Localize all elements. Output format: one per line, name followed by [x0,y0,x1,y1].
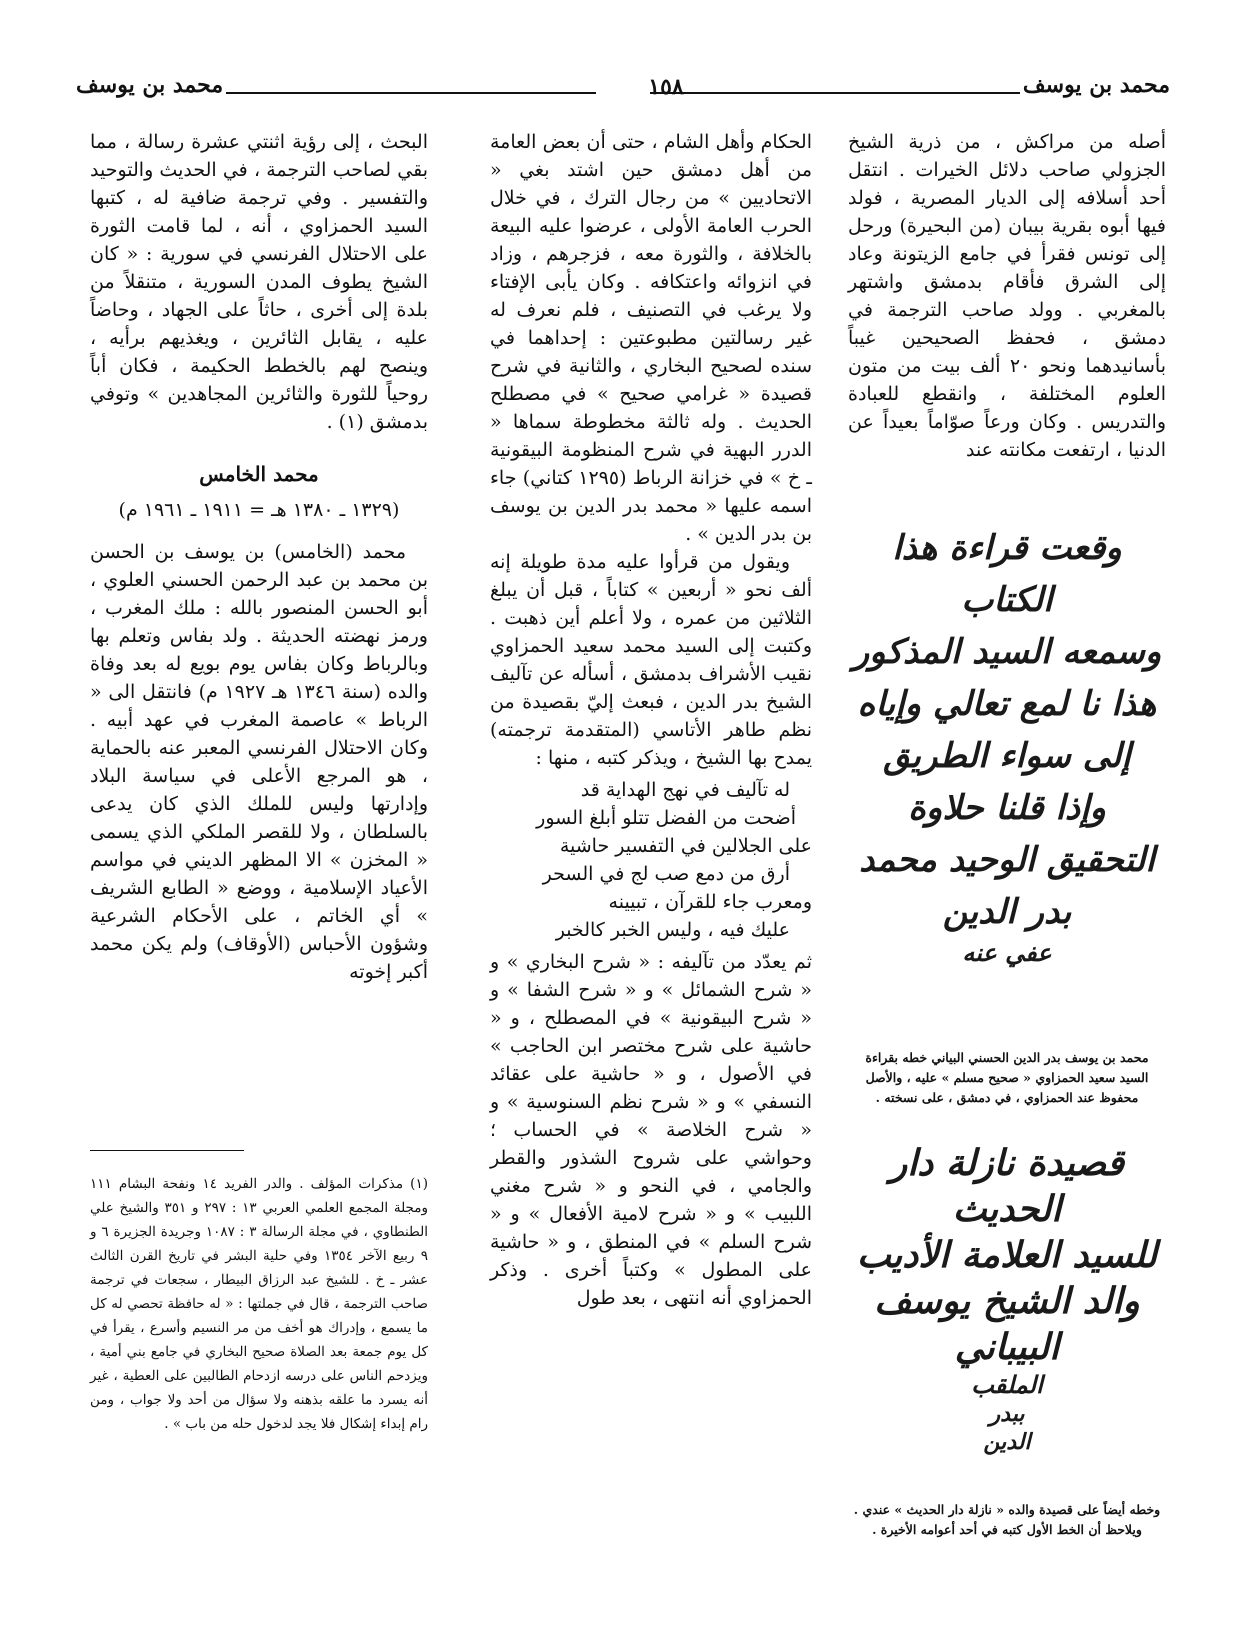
manuscript-line: عفي عنه [962,938,1052,967]
manuscript-caption-2: وخطه أيضاً على قصيدة والده « نازلة دار الحديث » عندي . ويلاحظ أن الخط الأول كتبه في أحد أعوامه الأخيرة . [853,1502,1161,1537]
manuscript-line: بدر الدين [942,892,1072,932]
verse-line: أرق من دمع صب لج في السحر [542,863,790,885]
page-number: ١٥٨ [648,74,684,100]
column-middle-paragraph-2: ويقول من قرأوا عليه مدة طويلة إنه ألف نحو « أربعين » كتاباً ، قبل أن يبلغ الثلاثين من عمره ، ولا أعلم أين ذهبت . وكتبت إلى السيد محمد سعيد الحمزاوي نقيب الأشراف بدمشق ، أسأله عن تآليف الشيخ بدر الدين ، فبعث إليّ بقصيدة من نظم طاهر الأتاسي (المتقدمة ترجمته) يمدح بها الشيخ ، ويذكر كتبه ، منها : [490,551,812,769]
entry-heading: محمد الخامس [199,462,319,486]
poem [490,776,812,944]
column-middle-paragraph-3: ثم يعدّد من تآليفه : « شرح البخاري » و « شرح الشمائل » و « شرح الشفا » و « شرح البيقونية » في المصطلح ، و « حاشية على شرح مختصر ابن الحاجب » في الأصول ، و « حاشية على عقائد النسفي » و « شرح نظم السنوسية » و « شرح الخلاصة » في الحساب ؛ وحواشي على شروح الشذور والقطر والجامي ، في النحو و « شرح مغني اللبيب » و « شرح لامية الأفعال » و « شرح السلم » في المنطق ، و « حاشية على المطول » وكتباً أخرى . وذكر الحمزاوي أنه انتهى ، بعد طول [490,951,812,1309]
verse-line: ومعرب جاء للقرآن ، تبيينه [608,891,812,913]
column-left [90,128,428,986]
column-right [848,128,1166,464]
column-left-paragraph-1: البحث ، إلى رؤية اثنتي عشرة رسالة ، مما بقي لصاحب الترجمة ، في الحديث والتوحيد والتفسير . وفي ترجمة ضافية له ، كتبها السيد الحمزاوي ، أنه ، لما قامت الثورة على الاحتلال الفرنسي في سورية : « كان الشيخ يطوف المدن السورية ، متنقلاً من بلدة إلى أخرى ، حاثاً على الجهاد ، وحاضاً عليه ، يقابل الثائرين ، ويغذيهم برأيه ، وينصح لهم بالخطط الحكيمة ، فكان أباً روحياً للثورة والثائرين المجاهدين » وتوفي بدمشق (١) . [90,131,428,433]
page-header [76,72,1170,112]
running-title-left: محمد بن يوسف [76,72,224,98]
verse-line: عليك فيه ، وليس الخبر كالخبر [555,919,790,941]
manuscript-line: وقعت قراءة هذا الكتاب [892,528,1122,620]
manuscript-line: هذا نا لمع تعالي وإياه [857,684,1157,724]
manuscript-line: الملقب [971,1370,1043,1399]
manuscript-line: ببدر [989,1401,1025,1427]
column-middle [490,128,812,1312]
column-right-paragraph: أصله من مراكش ، من ذرية الشيخ الجزولي صاحب دلائل الخيرات . انتقل أحد أسلافه إلى الديار المصرية ، فولد فيها أبوه بقرية بيبان (من البحيرة) ورحل إلى تونس فقرأ في جامع الزيتونة وعاد إلى الشرق فأقام بدمشق واشتهر بالمغربي . وولد صاحب الترجمة في دمشق ، فحفظ الصحيحين غيباً بأسانيدهما ونحو ٢٠ ألف بيت من متون العلوم المختلفة ، وانقطع للعبادة والتدريس . وكان ورعاً صوّاماً بعيداً عن الدنيا ، ارتفعت مكانته عند [848,131,1166,461]
manuscript-line: وإذا قلنا حلاوة [908,788,1106,828]
manuscript-line: التحقيق الوحيد محمد [859,840,1155,880]
column-middle-paragraph-1: الحكام وأهل الشام ، حتى أن بعض العامة من أهل دمشق حين اشتد بغي « الاتحاديين » من رجال الترك ، في خلال الحرب العامة الأولى ، عرضوا عليه البيعة بالخلافة ، والثورة معه ، فزجرهم ، وزاد في انزوائه واعتكافه . وكان يأبى الإفتاء ولا يرغب في التصنيف ، فلم نعرف له غير رسالتين مطبوعتين : إحداهما في سنده لصحيح البخاري ، والثانية في شرح قصيدة « غرامي صحيح » في مصطلح الحديث . وله ثالثة مخطوطة سماها « الدرر البهية في شرح المنظومة البيقونية ـ خ » في خزانة الرباط (١٢٩٥ كتاني) جاء اسمه عليها « محمد بدر الدين بن يوسف بن بدر الدين » . [490,131,812,545]
entry-dates: (١٣٢٩ ـ ١٣٨٠ هـ = ١٩١١ ـ ١٩٦١ م) [118,499,400,521]
header-rule-left [226,92,596,94]
footnote-rule [90,1150,244,1151]
manuscript-line: للسيد العلامة الأديب [856,1234,1158,1276]
manuscript-line: والد الشيخ يوسف [874,1280,1140,1322]
verse-line: على الجلالين في التفسير حاشية [559,835,812,857]
manuscript-line: قصيدة نازلة دار الحديث [889,1142,1125,1230]
verse-line: أضحت من الفضل تتلو أبلغ السور [536,807,796,829]
manuscript-line: الدين [983,1429,1031,1455]
manuscript-image-2 [850,1140,1164,1455]
manuscript-caption-1: محمد بن يوسف بدر الدين الحسني البياني خطه بقراءة السيد سعيد الحمزاوي « صحيح مسلم » عليه ، والأصل محفوظ عند الحمزاوي ، في دمشق ، على نسخته . [865,1050,1149,1105]
manuscript-line: البيباني [954,1326,1060,1368]
column-left-paragraph-2: محمد (الخامس) بن يوسف بن الحسن بن محمد بن عبد الرحمن الحسني العلوي ، أبو الحسن المنصور بالله : ملك المغرب ، ورمز نهضته الحديثة . ولد بفاس وتعلم بها وبالرباط وكان بفاس يوم بويع له بعد وفاة والده (سنة ١٣٤٦ هـ ١٩٢٧ م) فانتقل الى « الرباط » عاصمة المغرب في عهد أبيه . وكان الاحتلال الفرنسي المعبر عنه بالحماية ، هو المرجع الأعلى في سياسة البلاد وإدارتها وليس للملك الذي كان يدعى بالسلطان ، ولا للقصر الملكي الذي يسمى « المخزن » الا المظهر الديني في مواسم الأعياد الإسلامية ، ووضع « الطابع الشريف » أي الخاتم ، على الأحكام الشرعية وشؤون الأحباس (الأوقاف) ولم يكن محمد أكبر إخوته [90,541,428,983]
footnote: (١) مذكرات المؤلف . والدر الفريد ١٤ ونفحة البشام ١١١ ومجلة المجمع العلمي العربي ١٣ : ٢٩٧ و ٣٥١ والشيخ علي الطنطاوي ، في مجلة الرسالة ٣ : ١٠٨٧ وجريدة الجزيرة ٦ و ٩ ربيع الآخر ١٣٥٤ وفي حلية البشر في تاريخ القرن الثالث عشر ـ خ . للشيخ عبد الرزاق البيطار ، سجعات في ترجمة صاحب الترجمة ، قال في جملتها : « له حافظة تحصي له كل ما يسمع ، وإدراك هو أخف من مر النسيم وأسرع ، يقرأ في كل يوم جمعة بعد الصلاة صحيح البخاري في جامع بني أمية ، ويزدحم الناس على درسه ازدحام الطالبين على العطية ، غير أنه يسرد ما علقه بذهنه ولا سؤال من أحد ولا جواب ، ومن رام إبداء إشكال فلا يجد لدخول حله من باب » . [90,1176,429,1432]
manuscript-line: إلى سواء الطريق [883,736,1131,776]
manuscript-image-1 [850,522,1164,967]
verse-line: له تآليف في نهج الهداية قد [580,779,790,801]
running-title-right: محمد بن يوسف [1022,72,1170,98]
manuscript-line: وسمعه السيد المذكور [852,632,1162,672]
